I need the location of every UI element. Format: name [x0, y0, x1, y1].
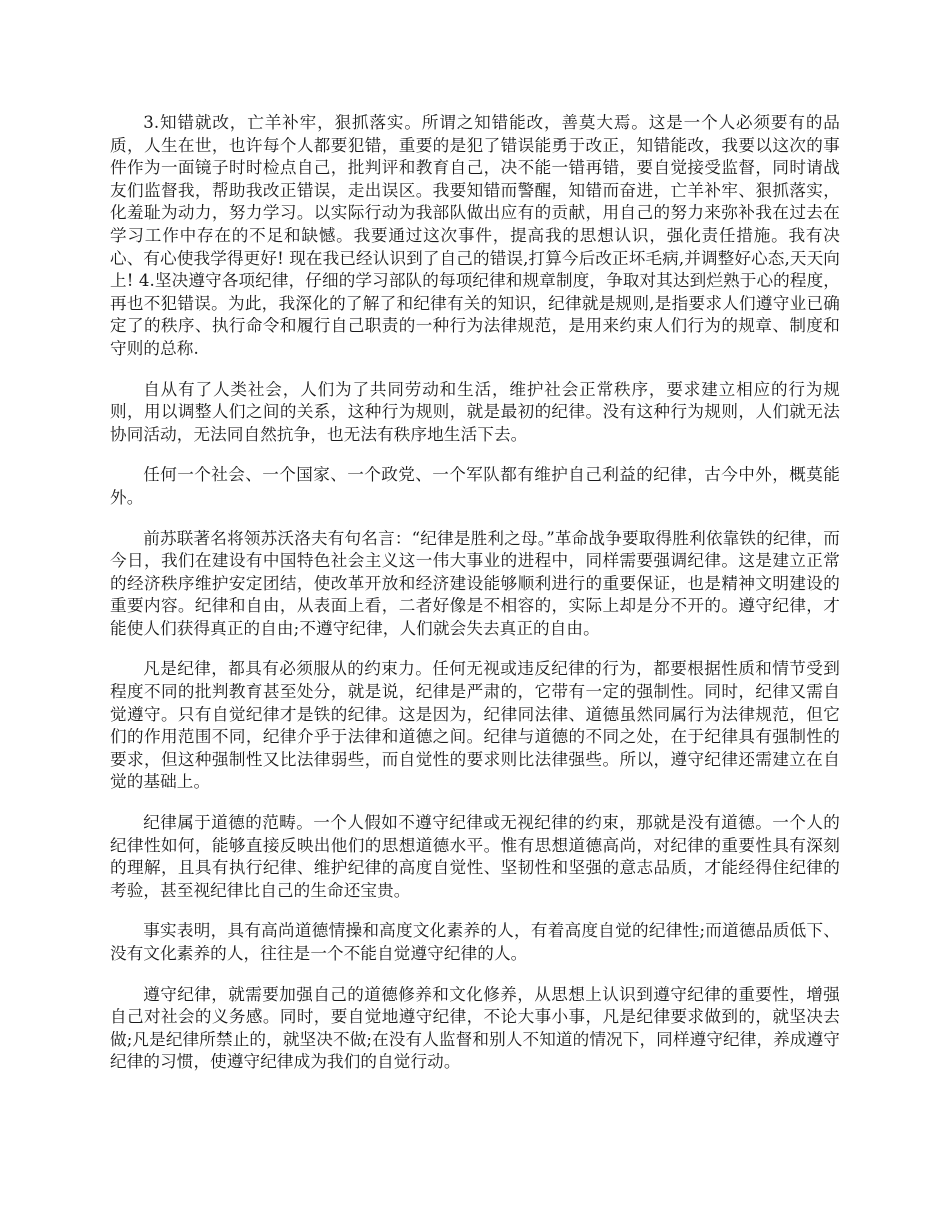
paragraph-7: 事实表明，具有高尚道德情操和高度文化素养的人，有着高度自觉的纪律性;而道德品质低下、没有文化素养的人，往往是一个不能自觉遵守纪律的人。: [110, 921, 840, 963]
paragraph-1: 3.知错就改，亡羊补牢，狠抓落实。所谓之知错能改，善莫大焉。这是一个人必须要有的品质，人生在世，也许每个人都要犯错，重要的是犯了错误能勇于改正，知错能改，我要以这次的事件作为一面镜子时时检点自己，批判评和教育自己，决不能一错再错，要自觉接受监督，同时请战友们监督我，帮助我改正错误，走出误区。我要知错而警醒，知错而奋进，亡羊补牢、狠抓落实，化羞耻为动力，努力学习。以实际行动为我部队做出应有的贡献，用自己的努力来弥补我在过去在学习工作中存在的不足和缺憾。我要通过这次事件，提高我的思想认识，强化责任措施。我有决心、有心使我学得更好! 现在我已经认识到了自己的错误,打算今后改正坏毛病,并调整好心态,天天向上! 4.坚决遵守各项纪律，仔细的学习部队的每项纪律和规章制度，争取对其达到烂熟于心的程度，再也不犯错误。为此，我深化的了解了和纪律有关的知识，纪律就是规则,是指要求人们遵守业已确定了的秩序、执行命令和履行自己职责的一种行为法律规范，是用来约束人们行为的规章、制度和守则的总称.: [110, 113, 840, 358]
paragraph-6: 纪律属于道德的范畴。一个人假如不遵守纪律或无视纪律的约束，那就是没有道德。一个人的纪律性如何，能够直接反映出他们的思想道德水平。惟有思想道德高尚，对纪律的重要性具有深刻的理解，且具有执行纪律、维护纪律的高度自觉性、坚韧性和坚强的意志品质，才能经得住纪律的考验，甚至视纪律比自己的生命还宝贵。: [110, 813, 840, 900]
document-page: [110, 112, 840, 1092]
paragraph-5: 凡是纪律，都具有必须服从的约束力。任何无视或违反纪律的行为，都要根据性质和情节受到程度不同的批判教育甚至处分，就是说，纪律是严肃的，它带有一定的强制性。同时，纪律又需自觉遵守。只有自觉纪律才是铁的纪律。这是因为，纪律同法律、道德虽然同属行为法律规范，但它们的作用范围不同，纪律介乎于法律和道德之间。纪律与道德的不同之处，在于纪律具有强制性的要求，但这种强制性又比法律弱些，而自觉性的要求则比法律强些。所以，遵守纪律还需建立在自觉的基础上。: [110, 659, 840, 792]
paragraph-4: 前苏联著名将领苏沃洛夫有句名言：“纪律是胜利之母。”革命战争要取得胜利依靠铁的纪律，而今日，我们在建设有中国特色社会主义这一伟大事业的进程中，同样需要强调纪律。这是建立正常的经济秩序维护安定团结，使改革开放和经济建设能够顺利进行的重要保证，也是精神文明建设的重要内容。纪律和自由，从表面上看，二者好像是不相容的，实际上却是分不开的。遵守纪律，才能使人们获得真正的自由;不遵守纪律，人们就会失去真正的自由。: [110, 528, 840, 638]
paragraph-2: 自从有了人类社会，人们为了共同劳动和生活，维护社会正常秩序，要求建立相应的行为规则，用以调整人们之间的关系，这种行为规则，就是最初的纪律。没有这种行为规则，人们就无法协同活动，无法同自然抗争，也无法有秩序地生活下去。: [110, 379, 840, 444]
paragraph-8: 遵守纪律，就需要加强自己的道德修养和文化修养，从思想上认识到遵守纪律的重要性，增强自己对社会的义务感。同时，要自觉地遵守纪律，不论大事小事，凡是纪律要求做到的，就坚决去做;凡是纪律所禁止的，就坚决不做;在没有人监督和别人不知道的情况下，同样遵守纪律，养成遵守纪律的习惯，使遵守纪律成为我们的自觉行动。: [110, 984, 840, 1072]
paragraph-3: 任何一个社会、一个国家、一个政党、一个军队都有维护自己利益的纪律，古今中外，概莫能外。: [110, 465, 840, 507]
